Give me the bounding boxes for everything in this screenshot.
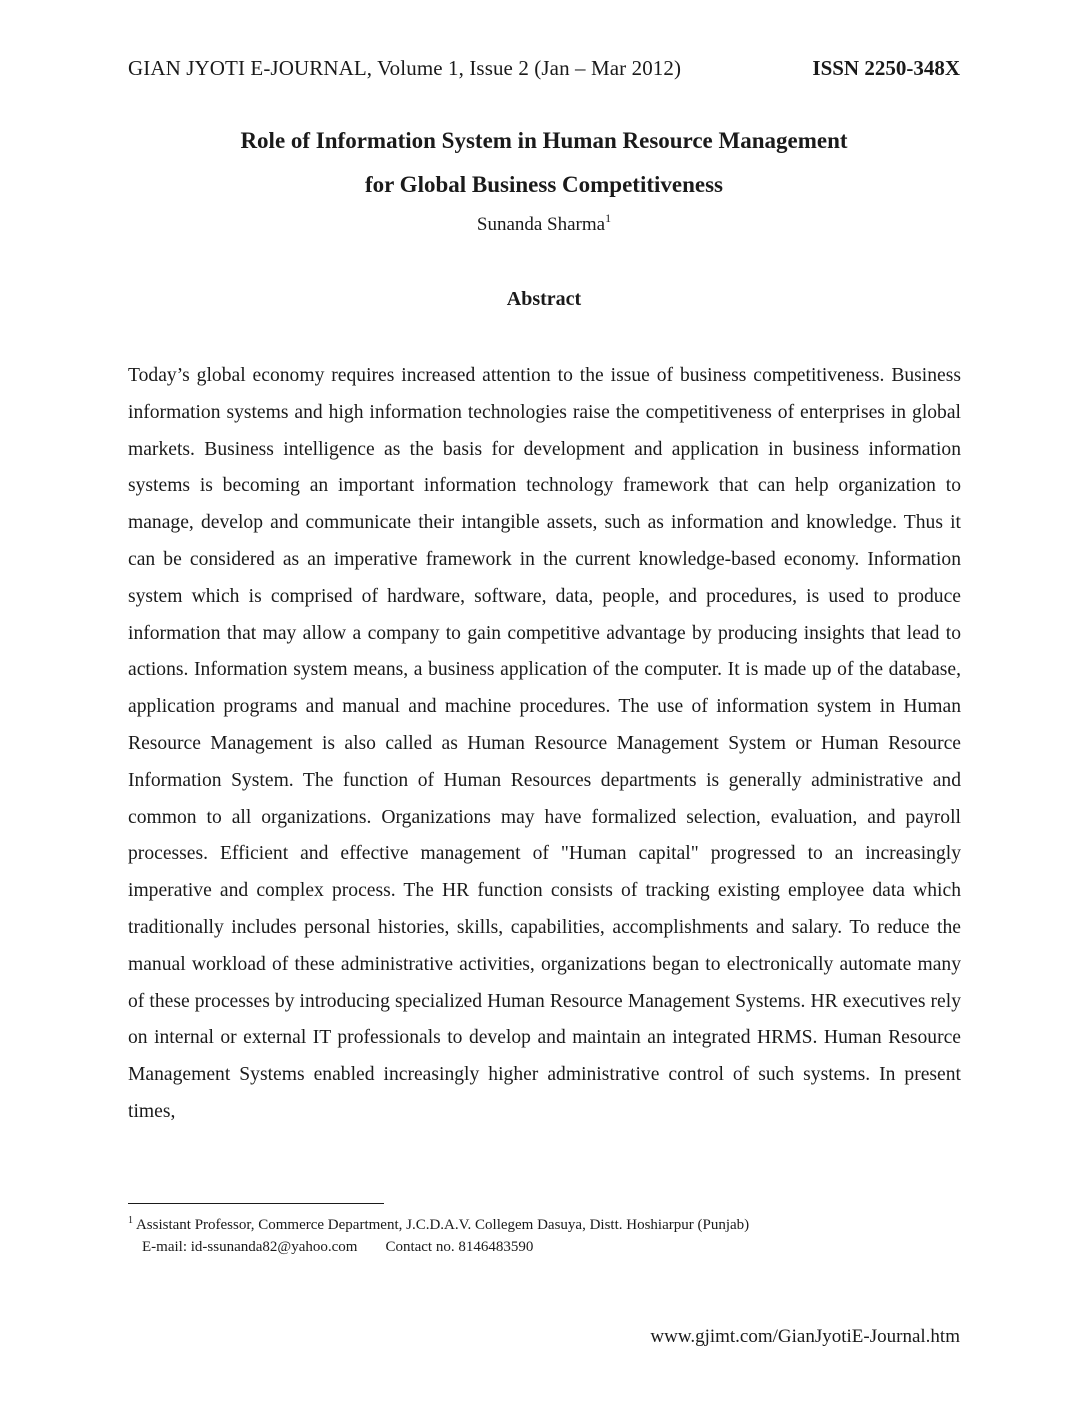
footnote-affiliation: Assistant Professor, Commerce Department, J.C.D.A.V. Collegem Dasuya, Distt. Hoshiarpur (Punjab)	[135, 1217, 750, 1233]
footnote-affiliation-line	[128, 1214, 948, 1236]
footer-url: www.gjimt.com/GianJyotiE-Journal.htm	[650, 1326, 960, 1347]
footnote-contact: Contact no. 8146483590	[385, 1239, 534, 1255]
paper-title-line-2: for Global Business Competitiveness	[364, 172, 724, 197]
author-footnote-marker: 1	[605, 211, 612, 225]
author-name: Sunanda Sharma	[476, 214, 606, 235]
footnote-email: E-mail: id-ssunanda82@yahoo.com	[142, 1239, 358, 1255]
footnote-marker: 1	[128, 1215, 133, 1226]
footnote-divider	[128, 1203, 384, 1204]
footnote	[128, 1214, 948, 1258]
journal-header: GIAN JYOTI E-JOURNAL, Volume 1, Issue 2 (Jan – Mar 2012)	[128, 56, 682, 80]
issn-header: ISSN 2250-348X	[812, 56, 960, 80]
footnote-contact-line	[128, 1236, 948, 1258]
paper-title-line-1: Role of Information System in Human Resource Management	[240, 128, 848, 153]
abstract-body: Today’s global economy requires increased attention to the issue of business competitiveness. Business information systems and high information technologies raise the competitiveness of enterprises in global markets. Business intelligence as the basis for development and application in business information systems is becoming an important information technology framework that can help organization to manage, develop and communicate their intangible assets, such as information and knowledge. Thus it can be considered as an imperative framework in the current knowledge-based economy. Information system which is comprised of hardware, software, data, people, and procedures, is used to produce information that may allow a company to gain competitive advantage by producing insights that lead to actions. Information system means, a business application of the computer. It is made up of the database, application programs and manual and machine procedures. The use of information system in Human Resource Management is also called as Human Resource Management System or Human Resource Information System. The function of Human Resources departments is generally administrative and common to all organizations. Organizations may have formalized selection, evaluation, and payroll processes. Efficient and effective management of "Human capital" progressed to an increasingly imperative and complex process. The HR function consists of tracking existing employee data which traditionally includes personal histories, skills, capabilities, accomplishments and salary. To reduce the manual workload of these administrative activities, organizations began to electronically automate many of these processes by introducing specialized Human Resource Management Systems. HR executives rely on internal or external IT professionals to develop and maintain an integrated HRMS. Human Resource Management Systems enabled increasingly higher administrative control of such systems. In present times,	[128, 365, 961, 1122]
author-line	[0, 211, 1088, 236]
abstract-heading: Abstract	[506, 288, 582, 310]
